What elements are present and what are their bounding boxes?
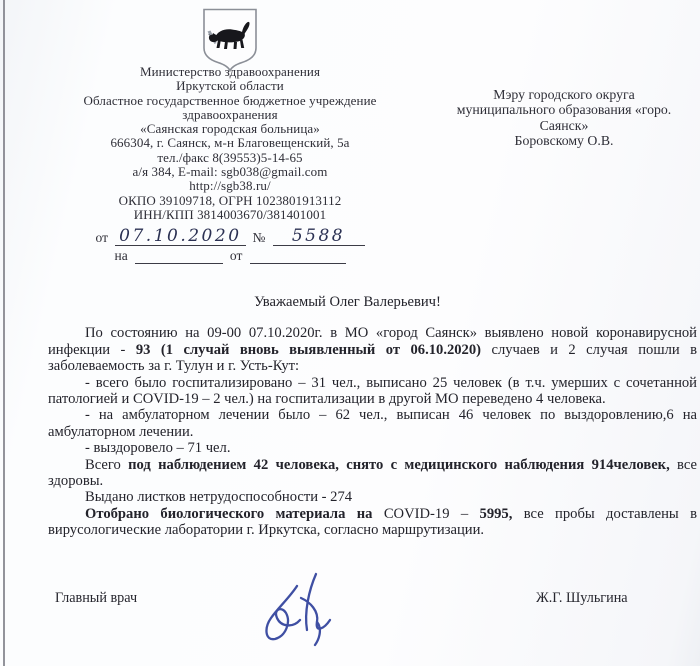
recipient-line: Мэру городского округа [493,87,635,102]
irkutsk-coat-of-arms-icon [201,8,259,72]
sender-lines [28,65,432,222]
sender-line: Министерство здравоохранения [139,64,321,79]
sender-line: а/я 384, E-mail: sgb038@gmail.com [132,164,328,180]
ref-blank-underline [135,249,223,264]
sender-line: тел./факс 8(39553)5-14-65 [157,149,303,165]
salutation: Уважаемый Олег Валерьевич! [254,294,441,310]
incoming-ref-line [28,249,432,264]
ref-from2-label: от [229,248,243,264]
sender-letterhead [28,65,432,264]
ref-number-handwritten: 5588 [291,226,346,247]
recipient-block [416,87,700,149]
sender-line: ИНН/КПП 3814003670/381401001 [133,206,327,222]
ref-number-underline [273,226,365,247]
sender-line: ОКПО 39109718, ОГРН 1023801913112 [118,192,342,208]
body-paragraph: Выдано листков нетрудоспособности - 274 [85,489,353,506]
body-paragraph: Всего под наблюдением 42 человека, снято с медицинского наблюдения 914человек, все здоровы. [48,456,697,490]
body-paragraph: Отобрано биологического материала на COVID-19 – 5995, все пробы доставлены в вирусологические лаборатории г. Иркутска, согласно маршрутизации. [48,505,697,539]
recipient-line: Саянск» [539,117,589,133]
body-paragraph: - всего было госпитализировано – 31 чел., выписано 25 человек (в т.ч. умерших с сочетанной патологией и COVID-19 – 2 чел.) на госпитализации в другой МО переведено 4 человека. [48,374,697,408]
sender-line: Иркутской области [176,78,284,94]
body-paragraphs [48,325,697,538]
ref-blank-underline [250,249,346,264]
signatory-name: Ж.Г. Шульгина [536,590,628,606]
sender-line: «Саянская городская больница» [140,121,320,137]
ref-number-label: № [252,230,266,246]
ref-date-underline [115,226,245,247]
sender-line: Областное государственное бюджетное учреждение [83,92,377,108]
outgoing-ref-line [28,226,432,247]
letter-body [48,294,697,539]
handwritten-signature-icon [240,570,370,660]
sender-line: http://sgb38.ru/ [189,178,271,194]
recipient-line: муниципального образования «горо. [456,102,672,118]
scan-edge-artifact [3,0,5,666]
body-paragraph: - выздоровело – 71 чел. [85,440,231,457]
ref-on-label: на [114,248,128,264]
ref-date-handwritten: 07.10.2020 [119,226,242,247]
signatory-title: Главный врач [55,590,138,606]
body-paragraph: По состоянию на 09-00 07.10.2020г. в МО «город Саянск» выявлено новой коронавирусной инфекции - 93 (1 случай вновь выявленный от 06.10.2020) случаев и 2 случая пошли в заболеваемость за г. Тулун и г. Усть-Кут: [48,325,698,375]
body-paragraph: - на амбулаторном лечении было – 62 чел., выписан 46 человек по выздоровлению,6 на амбулаторном лечении. [48,407,697,440]
sender-line: 666304, г. Саянск, м-н Благовещенский, 5а [110,135,350,151]
ref-from-label: от [95,230,109,246]
sender-line: здравоохранения [182,106,278,122]
recipient-line: Боровскому О.В. [514,133,614,149]
